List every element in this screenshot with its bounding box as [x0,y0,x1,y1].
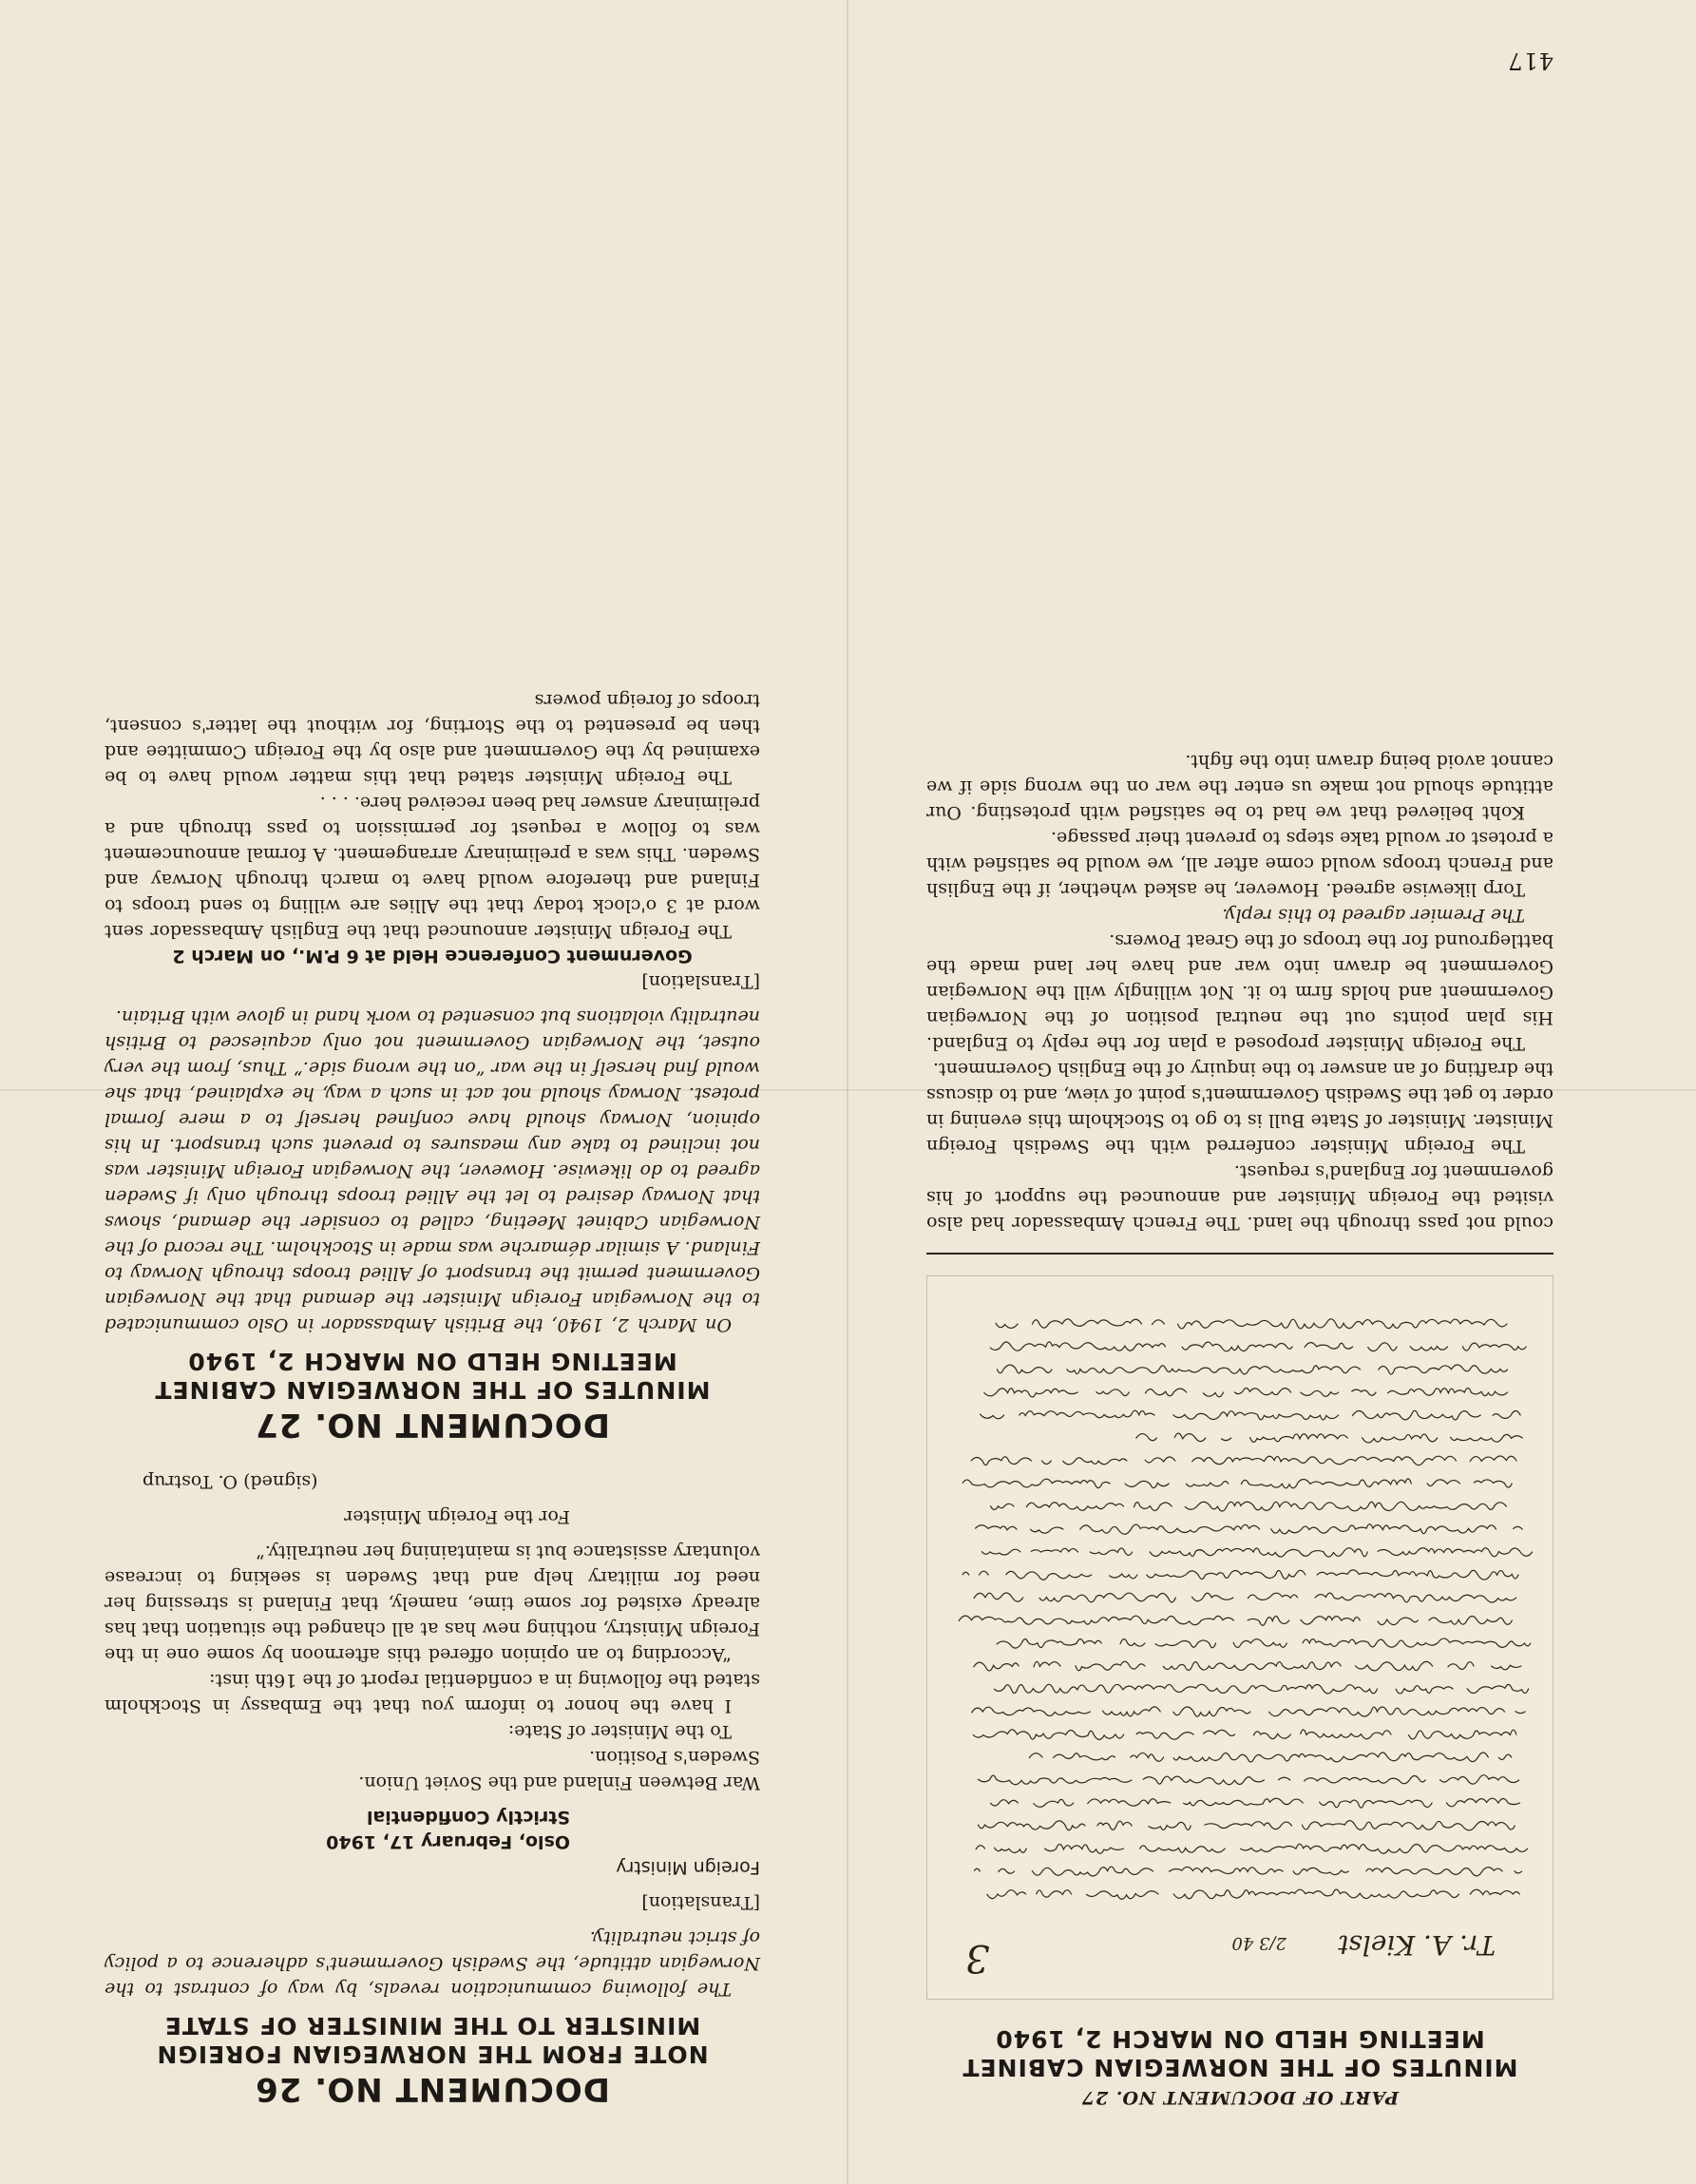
handwriting-line [970,1889,1520,1899]
letter-paragraph: I have the honor to inform you that the Embassy in Stockholm stated the following in a confidential report of the 16th inst: [105,1670,760,1716]
section-divider [926,1253,1553,1255]
handwriting-line [1029,1753,1511,1762]
paragraph: The Foreign Minister conferred with the Swedish Foreign Minister. Minister of State Bull is to go to Stockholm this evening in order to get the Swedish Government's point of view, and to discuss the drafting of an answer to the inquiry of the English Government. [926,1059,1553,1157]
date-line: Oslo, February 17, 1940 [326,1831,570,1852]
signature-line: (signed) O. Tostrup [143,1471,318,1492]
addressee: To the Minister of State: [507,1721,732,1742]
handwriting-line [981,1548,1532,1557]
paragraph: Koht believed that we had to be satisfied with protesting. Our attitude should not make us enter the war on the wrong side if we cannot avoid being drawn into the fight. [926,751,1553,823]
handwriting-line [974,1661,1521,1671]
handwriting-line [962,1479,1512,1488]
right-column [105,687,760,2108]
page-number: 417 [1507,48,1553,74]
document-26-number: DOCUMENT NO. 26 [255,2070,610,2108]
document-26-title: NOTE FROM THE NORWEGIAN FOREIGN MINISTER TO THE MINISTER OF STATE [156,2012,709,2068]
handwritten-signature: Tr. A. Kielst [1338,1929,1496,1961]
conference-paragraph: The Foreign Minister announced that the English Ambassador sent word at 3 o'clock today that the Allies are willing to send troops to Finland and therefore would have to march through Norway and Sweden. This was a preliminary arrangement. A formal announcement was to follow a request for permission to pass through and a preliminary answer had been received here. . . . [105,793,760,942]
ministry-heading: Foreign Ministry [616,1857,760,1878]
handwritten-minutes-facsimile [926,1275,1553,2000]
handwritten-number: 3 [965,1936,990,1980]
left-column [926,748,1553,2108]
handwriting-line [991,1502,1507,1511]
handwriting-line [979,1821,1515,1830]
translation-label: [Translation] [641,1892,760,1913]
translation-label: [Translation] [641,971,760,992]
handwriting-line [972,1707,1525,1716]
handwriting-line [971,1456,1516,1466]
conference-paragraph: The Foreign Minister stated that this matter would have to be examined by the Government and also by the Foreign Committee and then be presented to the Storting, for without the latter's consent, troops of foreign powers [105,690,760,788]
document-27-intro: On March 2, 1940, the British Ambassador in Oslo communicated to the Norwegian Foreign Minister the demand that the Norwegian Government permit the transport of Allied troops through Norway to Finland. A similar démarche was made in Stockholm. The record of the Norwegian Cabinet Meeting, called to consider the demand, shows that Norway desired to let the Allied troops through only if Sweden agreed to do likewise. However, the Norwegian Foreign Minister was not inclined to take any measures to prevent such transport. In his opinion, Norway should have confined herself to a mere formal protest. Norway should not act in such a way, he explained, that she would find herself in the war “on the wrong side.” Thus, from the very outset, the Norwegian Government not only acquiesced to British neutrality violations but consented to work hand in glove with Britain. [105,1006,760,1335]
handwriting-line [958,1867,1522,1876]
closing: For the Foreign Minister [344,1506,570,1527]
handwriting-line [984,1388,1508,1396]
handwriting-line [990,1342,1526,1351]
handwritten-date: 2/3 40 [1231,1933,1286,1953]
handwriting-line [976,1524,1523,1535]
handwriting-line [997,1638,1531,1648]
part-document-title: MINUTES OF THE NORWEGIAN CABINET MEETING HELD ON MARCH 2, 1940 [962,2025,1518,2081]
handwriting-line [962,1570,1518,1580]
letter-paragraph: “According to an opinion offered this afternoon by some one in the Foreign Ministry, nothing new has at all changed the situation that has already existed for some time, namely, that Finland is stressing her need for military help and that Sweden is seeking to increase voluntary assistance but is maintaining her neutrality.” [105,1542,760,1665]
conference-heading: Government Conference Held at 6 P.M., on March 2 [172,946,693,967]
document-26-intro: The following communication reveals, by way of contrast to the Norwegian attitude, the Swedish Government's adherence to a policy of strict neutrality. [105,1927,760,2000]
paragraph: could not pass through the land. The French Ambassador had also visited the Foreign Minister and announced the support of his government for England's request. [926,1161,1553,1234]
document-27-title: MINUTES OF THE NORWEGIAN CABINET MEETING HELD ON MARCH 2, 1940 [154,1348,711,1404]
handwriting-line [996,1319,1507,1329]
handwriting-line [957,1730,1516,1740]
handwriting-line [987,1365,1508,1374]
handwriting-line [945,1616,1513,1625]
paragraph: The Foreign Minister proposed a plan for the reply to England. His plan points out the neutral position of the Norwegian Government and holds firm to it. Not willingly will the Norwegian Government be drawn into war and have her land made the battleground for the troops of the Great Powers. [926,930,1553,1054]
document-27-number: DOCUMENT NO. 27 [255,1406,610,1444]
handwriting-line [974,1593,1516,1602]
handwriting-line [962,1410,1520,1420]
handwriting-line [979,1775,1519,1785]
handwriting-line [976,1844,1528,1853]
paragraph: Torp likewise agreed. However, he asked whether, if the English and French troops would come after all, we would be satisfied with a protest or would take steps to prevent their passage. [926,828,1553,900]
handwriting-line [972,1798,1519,1808]
subject-line: War Between Finland and the Soviet Union. [358,1772,760,1793]
fold-crease-vertical [847,0,848,2184]
subject-line-2: Sweden's Position. [589,1747,760,1768]
part-of-document-label: PART OF DOCUMENT NO. 27 [1080,2087,1400,2108]
handwriting-line [1136,1433,1522,1443]
classification: Strictly Confidential [366,1807,570,1828]
handwriting-line [978,1684,1528,1694]
paragraph: The Premier agreed to this reply. [1222,905,1525,926]
handwriting-strokes [927,1278,1553,1999]
